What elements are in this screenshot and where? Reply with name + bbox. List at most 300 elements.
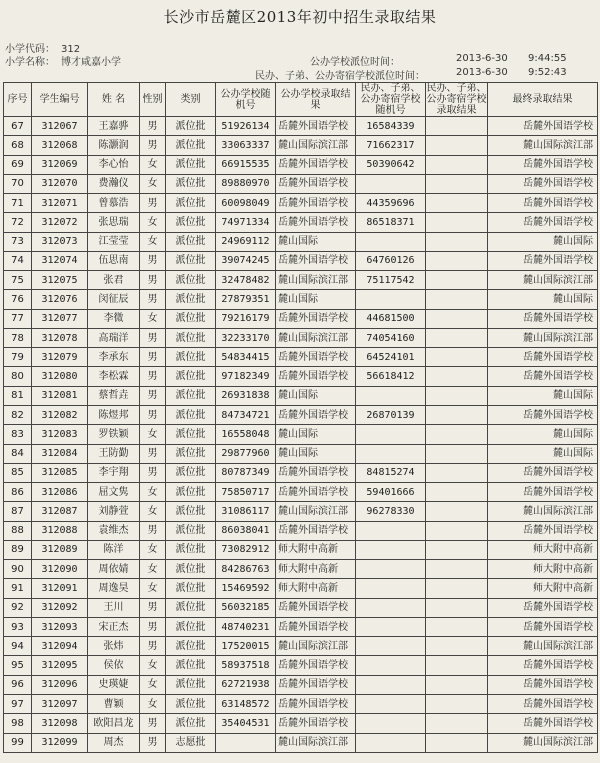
cell-student-sex: 女	[140, 309, 166, 328]
cell-category: 派位批	[166, 367, 216, 386]
cell-public-result: 麓山国际	[276, 444, 356, 463]
cell-student-sex: 男	[140, 405, 166, 424]
cell-final-result: 麓山国际滨江部	[488, 637, 598, 656]
school-name-line	[5, 53, 121, 68]
cell-student-id: 312072	[32, 213, 88, 232]
header-name: 姓 名	[88, 83, 140, 117]
cell-student-sex: 男	[140, 598, 166, 617]
cell-row-no: 90	[4, 560, 32, 579]
cell-final-result: 麓山国际滨江部	[488, 136, 598, 155]
cell-public-result: 岳麓外国语学校	[276, 617, 356, 636]
cell-private-number	[356, 733, 426, 752]
page-title: 长沙市岳麓区2013年初中招生录取结果	[163, 8, 437, 26]
cell-private-result	[426, 328, 488, 347]
cell-student-sex: 女	[140, 540, 166, 559]
table-row	[4, 328, 598, 347]
cell-private-number	[356, 637, 426, 656]
cell-category: 派位批	[166, 579, 216, 598]
cell-private-number	[356, 598, 426, 617]
cell-public-number: 54834415	[216, 348, 276, 367]
cell-final-result: 师大附中高新	[488, 540, 598, 559]
cell-private-result	[426, 405, 488, 424]
cell-category: 派位批	[166, 232, 216, 251]
cell-final-result: 岳麓外国语学校	[488, 694, 598, 713]
cell-student-id: 312093	[32, 617, 88, 636]
school-code-value: 312	[61, 44, 81, 55]
cell-category: 派位批	[166, 213, 216, 232]
cell-public-number: 63148572	[216, 694, 276, 713]
table-row	[4, 675, 598, 694]
cell-public-result: 岳麓外国语学校	[276, 714, 356, 733]
cell-student-sex: 男	[140, 617, 166, 636]
cell-public-result: 麓山国际	[276, 386, 356, 405]
cell-private-number	[356, 560, 426, 579]
cell-public-result: 师大附中高新	[276, 540, 356, 559]
cell-public-number	[216, 733, 276, 752]
cell-student-sex: 男	[140, 136, 166, 155]
cell-public-number: 48740231	[216, 617, 276, 636]
cell-row-no: 72	[4, 213, 32, 232]
cell-row-no: 81	[4, 386, 32, 405]
table-row	[4, 540, 598, 559]
cell-public-result: 岳麓外国语学校	[276, 155, 356, 174]
cell-private-result	[426, 714, 488, 733]
cell-final-result: 岳麓外国语学校	[488, 367, 598, 386]
cell-final-result: 岳麓外国语学校	[488, 251, 598, 270]
cell-category: 派位批	[166, 656, 216, 675]
private-date: 2013-6-30	[456, 67, 508, 78]
cell-row-no: 74	[4, 251, 32, 270]
cell-private-result	[426, 136, 488, 155]
cell-row-no: 84	[4, 444, 32, 463]
cell-private-number: 44359696	[356, 194, 426, 213]
cell-final-result: 岳麓外国语学校	[488, 174, 598, 193]
cell-student-sex: 男	[140, 386, 166, 405]
table-row	[4, 598, 598, 617]
cell-public-number: 89880970	[216, 174, 276, 193]
cell-public-result: 麓山国际滨江部	[276, 136, 356, 155]
header-sex: 性别	[140, 83, 166, 117]
cell-student-sex: 男	[140, 290, 166, 309]
cell-final-result: 麓山国际滨江部	[488, 328, 598, 347]
cell-student-sex: 女	[140, 675, 166, 694]
cell-private-result	[426, 367, 488, 386]
cell-final-result: 麓山国际	[488, 425, 598, 444]
cell-public-result: 麓山国际	[276, 425, 356, 444]
cell-category: 派位批	[166, 155, 216, 174]
table-row	[4, 251, 598, 270]
school-name-label: 小学名称：	[5, 57, 55, 68]
cell-public-result: 岳麓外国语学校	[276, 483, 356, 502]
cell-category: 派位批	[166, 502, 216, 521]
cell-student-id: 312083	[32, 425, 88, 444]
cell-final-result: 岳麓外国语学校	[488, 194, 598, 213]
cell-student-name: 费瀚仪	[88, 174, 140, 193]
cell-private-result	[426, 540, 488, 559]
header-final-result: 最终录取结果	[488, 83, 598, 117]
table-row	[4, 483, 598, 502]
cell-public-result: 岳麓外国语学校	[276, 675, 356, 694]
cell-student-sex: 男	[140, 521, 166, 540]
cell-public-result: 麓山国际滨江部	[276, 502, 356, 521]
header-private-number: 民办、子弟、公办寄宿学校随机号	[356, 83, 426, 117]
cell-student-name: 侯依	[88, 656, 140, 675]
table-row	[4, 463, 598, 482]
table-row	[4, 155, 598, 174]
cell-student-name: 李心怡	[88, 155, 140, 174]
cell-student-name: 王防勤	[88, 444, 140, 463]
cell-private-number: 74054160	[356, 328, 426, 347]
cell-public-number: 16558048	[216, 425, 276, 444]
cell-category: 派位批	[166, 675, 216, 694]
cell-category: 派位批	[166, 714, 216, 733]
cell-student-sex: 男	[140, 444, 166, 463]
cell-student-id: 312091	[32, 579, 88, 598]
cell-public-number: 33063337	[216, 136, 276, 155]
table-row	[4, 560, 598, 579]
cell-student-name: 高瑞洋	[88, 328, 140, 347]
cell-row-no: 67	[4, 117, 32, 136]
cell-public-result: 岳麓外国语学校	[276, 309, 356, 328]
cell-student-name: 曹颖	[88, 694, 140, 713]
cell-student-name: 史瑛婕	[88, 675, 140, 694]
cell-public-result: 岳麓外国语学校	[276, 213, 356, 232]
cell-row-no: 68	[4, 136, 32, 155]
cell-category: 派位批	[166, 694, 216, 713]
cell-student-name: 陈灏润	[88, 136, 140, 155]
cell-student-id: 312097	[32, 694, 88, 713]
cell-final-result: 麓山国际滨江部	[488, 271, 598, 290]
cell-category: 派位批	[166, 560, 216, 579]
cell-private-result	[426, 251, 488, 270]
header-public-number: 公办学校随机号	[216, 83, 276, 117]
cell-private-result	[426, 309, 488, 328]
table-row	[4, 232, 598, 251]
cell-student-id: 312094	[32, 637, 88, 656]
cell-private-result	[426, 194, 488, 213]
cell-student-name: 曾慕浩	[88, 194, 140, 213]
cell-private-number	[356, 290, 426, 309]
cell-row-no: 70	[4, 174, 32, 193]
cell-public-number: 32478482	[216, 271, 276, 290]
cell-category: 派位批	[166, 425, 216, 444]
cell-private-number	[356, 425, 426, 444]
cell-student-name: 周依婧	[88, 560, 140, 579]
cell-category: 派位批	[166, 405, 216, 424]
cell-student-id: 312095	[32, 656, 88, 675]
cell-category: 派位批	[166, 290, 216, 309]
cell-private-number	[356, 656, 426, 675]
cell-row-no: 87	[4, 502, 32, 521]
cell-row-no: 85	[4, 463, 32, 482]
cell-private-number	[356, 232, 426, 251]
cell-category: 派位批	[166, 174, 216, 193]
cell-private-result	[426, 694, 488, 713]
cell-category: 派位批	[166, 117, 216, 136]
cell-private-number	[356, 521, 426, 540]
table-row	[4, 425, 598, 444]
cell-private-number: 64760126	[356, 251, 426, 270]
cell-private-number: 71662317	[356, 136, 426, 155]
school-code-label: 小学代码：	[5, 44, 55, 55]
cell-private-number	[356, 444, 426, 463]
cell-student-sex: 男	[140, 117, 166, 136]
cell-category: 派位批	[166, 386, 216, 405]
cell-final-result: 麓山国际滨江部	[488, 733, 598, 752]
cell-final-result: 师大附中高新	[488, 560, 598, 579]
cell-public-number: 26931838	[216, 386, 276, 405]
cell-public-result: 岳麓外国语学校	[276, 348, 356, 367]
cell-student-sex: 女	[140, 579, 166, 598]
cell-student-name: 江莹莹	[88, 232, 140, 251]
cell-final-result: 岳麓外国语学校	[488, 155, 598, 174]
cell-student-id: 312079	[32, 348, 88, 367]
cell-private-number: 84815274	[356, 463, 426, 482]
cell-category: 派位批	[166, 136, 216, 155]
cell-row-no: 97	[4, 694, 32, 713]
cell-category: 派位批	[166, 598, 216, 617]
cell-private-result	[426, 155, 488, 174]
cell-private-number	[356, 675, 426, 694]
cell-student-id: 312086	[32, 483, 88, 502]
cell-private-result	[426, 213, 488, 232]
cell-private-result	[426, 521, 488, 540]
cell-public-number: 75850717	[216, 483, 276, 502]
cell-private-number: 96278330	[356, 502, 426, 521]
cell-student-sex: 女	[140, 656, 166, 675]
cell-public-number: 80787349	[216, 463, 276, 482]
cell-student-id: 312089	[32, 540, 88, 559]
cell-final-result: 岳麓外国语学校	[488, 617, 598, 636]
cell-student-id: 312085	[32, 463, 88, 482]
cell-student-name: 周逸昊	[88, 579, 140, 598]
cell-public-number: 58937518	[216, 656, 276, 675]
cell-final-result: 岳麓外国语学校	[488, 598, 598, 617]
cell-student-sex: 男	[140, 714, 166, 733]
cell-row-no: 91	[4, 579, 32, 598]
cell-student-id: 312067	[32, 117, 88, 136]
cell-row-no: 98	[4, 714, 32, 733]
cell-private-number: 44681500	[356, 309, 426, 328]
table-row	[4, 117, 598, 136]
cell-student-sex: 男	[140, 637, 166, 656]
cell-row-no: 94	[4, 637, 32, 656]
cell-student-sex: 女	[140, 155, 166, 174]
cell-student-id: 312092	[32, 598, 88, 617]
cell-private-number: 86518371	[356, 213, 426, 232]
cell-public-number: 62721938	[216, 675, 276, 694]
school-name-value: 博才咸嘉小学	[61, 57, 121, 68]
cell-student-sex: 男	[140, 367, 166, 386]
cell-final-result: 麓山国际滨江部	[488, 502, 598, 521]
cell-student-sex: 女	[140, 232, 166, 251]
table-row	[4, 213, 598, 232]
cell-private-result	[426, 502, 488, 521]
cell-public-number: 66915535	[216, 155, 276, 174]
cell-private-number	[356, 617, 426, 636]
cell-student-name: 张思瑞	[88, 213, 140, 232]
cell-student-name: 陈煜邦	[88, 405, 140, 424]
header-student-id: 学生编号	[32, 83, 88, 117]
cell-private-result	[426, 579, 488, 598]
cell-row-no: 93	[4, 617, 32, 636]
cell-private-result	[426, 656, 488, 675]
cell-public-result: 岳麓外国语学校	[276, 251, 356, 270]
cell-student-name: 李松霖	[88, 367, 140, 386]
cell-private-number: 75117542	[356, 271, 426, 290]
table-row	[4, 271, 598, 290]
cell-public-result: 麓山国际滨江部	[276, 271, 356, 290]
cell-student-id: 312082	[32, 405, 88, 424]
cell-public-number: 29877960	[216, 444, 276, 463]
table-row	[4, 348, 598, 367]
cell-student-sex: 女	[140, 694, 166, 713]
cell-private-result	[426, 483, 488, 502]
cell-public-result: 麓山国际	[276, 232, 356, 251]
table-row	[4, 733, 598, 752]
cell-category: 派位批	[166, 328, 216, 347]
cell-public-result: 岳麓外国语学校	[276, 194, 356, 213]
cell-private-number: 64524101	[356, 348, 426, 367]
cell-student-sex: 女	[140, 560, 166, 579]
cell-student-name: 张炜	[88, 637, 140, 656]
cell-final-result: 岳麓外国语学校	[488, 213, 598, 232]
cell-student-id: 312096	[32, 675, 88, 694]
cell-row-no: 76	[4, 290, 32, 309]
table-row	[4, 502, 598, 521]
cell-public-number: 32233170	[216, 328, 276, 347]
cell-public-result: 麓山国际滨江部	[276, 328, 356, 347]
cell-private-result	[426, 232, 488, 251]
cell-public-number: 86038041	[216, 521, 276, 540]
cell-row-no: 83	[4, 425, 32, 444]
cell-final-result: 麓山国际	[488, 444, 598, 463]
cell-row-no: 86	[4, 483, 32, 502]
cell-student-sex: 女	[140, 425, 166, 444]
public-time-label: 公办学校派位时间：	[310, 57, 400, 68]
cell-category: 派位批	[166, 483, 216, 502]
cell-private-result	[426, 733, 488, 752]
cell-student-sex: 女	[140, 483, 166, 502]
cell-student-name: 罗铁颖	[88, 425, 140, 444]
cell-student-name: 宋正杰	[88, 617, 140, 636]
cell-row-no: 95	[4, 656, 32, 675]
cell-private-result	[426, 637, 488, 656]
cell-student-name: 屈文隽	[88, 483, 140, 502]
cell-private-result	[426, 386, 488, 405]
cell-final-result: 岳麓外国语学校	[488, 656, 598, 675]
table-row	[4, 714, 598, 733]
cell-student-id: 312074	[32, 251, 88, 270]
header-public-result: 公办学校录取结果	[276, 83, 356, 117]
cell-student-sex: 女	[140, 174, 166, 193]
cell-row-no: 96	[4, 675, 32, 694]
header-no: 序号	[4, 83, 32, 117]
cell-public-result: 麓山国际滨江部	[276, 733, 356, 752]
cell-public-result: 岳麓外国语学校	[276, 117, 356, 136]
cell-student-id: 312084	[32, 444, 88, 463]
cell-student-name: 陈洋	[88, 540, 140, 559]
cell-category: 派位批	[166, 444, 216, 463]
cell-private-result	[426, 617, 488, 636]
cell-category: 派位批	[166, 309, 216, 328]
table-row	[4, 405, 598, 424]
cell-final-result: 岳麓外国语学校	[488, 521, 598, 540]
header-category: 类别	[166, 83, 216, 117]
cell-private-result	[426, 174, 488, 193]
cell-student-sex: 男	[140, 328, 166, 347]
cell-row-no: 75	[4, 271, 32, 290]
cell-student-id: 312075	[32, 271, 88, 290]
cell-row-no: 88	[4, 521, 32, 540]
cell-final-result: 岳麓外国语学校	[488, 117, 598, 136]
cell-category: 派位批	[166, 194, 216, 213]
cell-final-result: 师大附中高新	[488, 579, 598, 598]
cell-private-result	[426, 675, 488, 694]
cell-student-id: 312078	[32, 328, 88, 347]
cell-public-result: 岳麓外国语学校	[276, 367, 356, 386]
cell-final-result: 岳麓外国语学校	[488, 483, 598, 502]
cell-student-name: 闵征辰	[88, 290, 140, 309]
cell-student-id: 312073	[32, 232, 88, 251]
cell-public-number: 79216179	[216, 309, 276, 328]
cell-public-number: 97182349	[216, 367, 276, 386]
table-row	[4, 290, 598, 309]
cell-row-no: 77	[4, 309, 32, 328]
cell-student-id: 312081	[32, 386, 88, 405]
cell-row-no: 71	[4, 194, 32, 213]
cell-student-name: 周杰	[88, 733, 140, 752]
cell-student-sex: 女	[140, 213, 166, 232]
cell-student-sex: 男	[140, 271, 166, 290]
cell-private-number	[356, 579, 426, 598]
cell-student-name: 王嘉骅	[88, 117, 140, 136]
cell-student-id: 312069	[32, 155, 88, 174]
cell-student-sex: 男	[140, 251, 166, 270]
cell-private-result	[426, 463, 488, 482]
cell-final-result: 岳麓外国语学校	[488, 675, 598, 694]
table-row	[4, 656, 598, 675]
cell-category: 派位批	[166, 540, 216, 559]
cell-final-result: 麓山国际	[488, 386, 598, 405]
cell-student-id: 312071	[32, 194, 88, 213]
table-row	[4, 694, 598, 713]
cell-private-number	[356, 540, 426, 559]
cell-category: 派位批	[166, 271, 216, 290]
cell-final-result: 岳麓外国语学校	[488, 405, 598, 424]
cell-student-name: 张君	[88, 271, 140, 290]
cell-public-result: 师大附中高新	[276, 560, 356, 579]
table-row	[4, 367, 598, 386]
cell-student-id: 312098	[32, 714, 88, 733]
cell-row-no: 69	[4, 155, 32, 174]
cell-public-result: 麓山国际	[276, 290, 356, 309]
cell-row-no: 99	[4, 733, 32, 752]
private-time-label: 民办、子弟、公办寄宿学校派位时间：	[255, 71, 425, 82]
cell-final-result: 岳麓外国语学校	[488, 348, 598, 367]
cell-public-number: 27879351	[216, 290, 276, 309]
table-row	[4, 637, 598, 656]
cell-private-number: 26870139	[356, 405, 426, 424]
cell-private-number	[356, 694, 426, 713]
cell-category: 派位批	[166, 521, 216, 540]
cell-private-number: 56618412	[356, 367, 426, 386]
cell-private-number: 16584339	[356, 117, 426, 136]
table-row	[4, 617, 598, 636]
cell-category: 派位批	[166, 251, 216, 270]
cell-row-no: 92	[4, 598, 32, 617]
cell-private-number	[356, 174, 426, 193]
